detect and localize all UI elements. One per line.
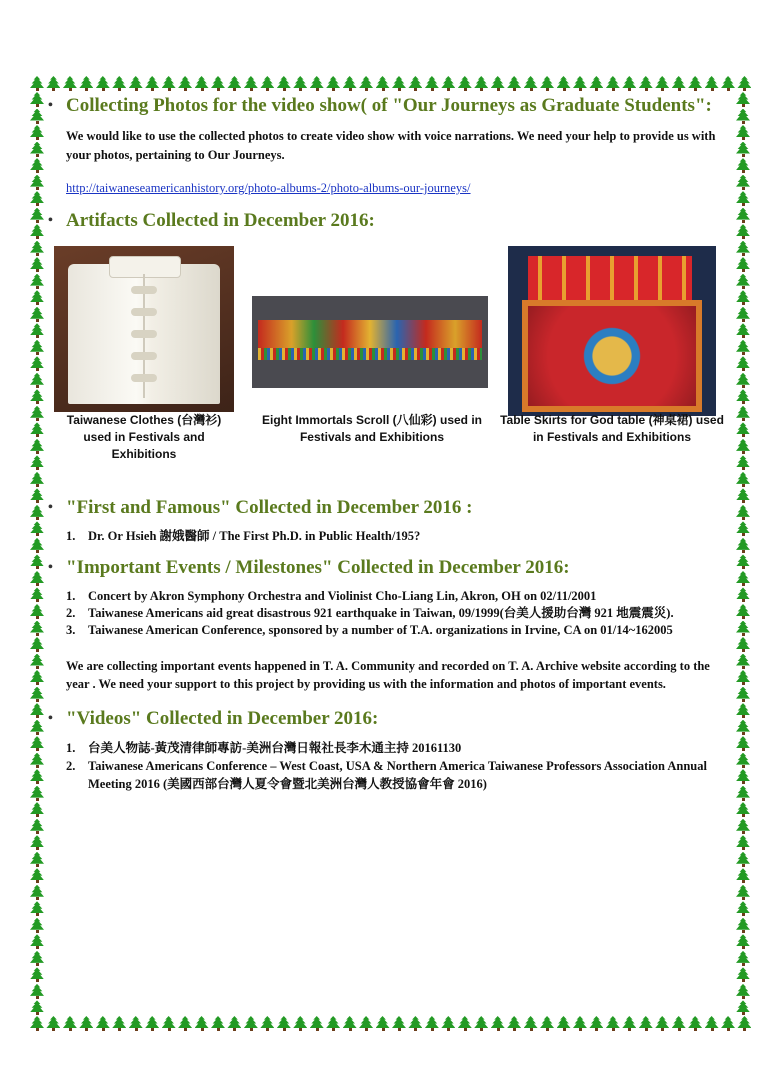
christmas-tree-icon: [211, 76, 225, 91]
christmas-tree-icon: [474, 76, 488, 91]
christmas-tree-icon: [30, 472, 44, 487]
christmas-tree-icon: [30, 488, 44, 503]
photo-albums-link[interactable]: http://taiwaneseamericanhistory.org/photo-albums-2/photo-albums-our-journeys/: [66, 181, 471, 195]
christmas-tree-icon: [736, 521, 750, 536]
list-item-text: Dr. Or Hsieh 謝娥醫師 / The First Ph.D. in Public Health/195?: [88, 529, 421, 543]
christmas-tree-icon: [30, 406, 44, 421]
section-heading: [48, 94, 718, 117]
christmas-tree-icon: [655, 76, 669, 91]
christmas-tree-icon: [736, 125, 750, 140]
christmas-tree-icon: [30, 934, 44, 949]
christmas-tree-icon: [736, 885, 750, 900]
section-body: We are collecting important events happened in T. A. Community and recorded on T. A. Archive website according to the year . We need your support to this project by providing us with the information and photos of important events.: [66, 659, 710, 691]
skirt-border: [522, 300, 702, 412]
christmas-tree-icon: [736, 687, 750, 702]
christmas-tree-icon: [112, 1016, 126, 1031]
christmas-tree-icon: [30, 587, 44, 602]
section-heading: [48, 707, 718, 730]
christmas-tree-icon: [736, 439, 750, 454]
christmas-tree-icon: [736, 422, 750, 437]
christmas-tree-icon: [129, 76, 143, 91]
christmas-tree-icon: [705, 1016, 719, 1031]
list-item-text: Taiwanese Americans aid great disastrous 921 earthquake in Taiwan, 09/1999(台美人援助台灣 921 地震震災).: [88, 606, 674, 620]
christmas-tree-icon: [96, 76, 110, 91]
christmas-tree-icon: [736, 621, 750, 636]
list-item: [66, 739, 718, 757]
christmas-tree-icon: [622, 76, 636, 91]
artifact-gallery: [48, 238, 724, 486]
bullet-icon: •: [48, 500, 53, 515]
christmas-tree-icon: [606, 76, 620, 91]
christmas-tree-icon: [178, 76, 192, 91]
christmas-tree-icon: [343, 1016, 357, 1031]
christmas-tree-icon: [540, 1016, 554, 1031]
christmas-tree-icon: [736, 175, 750, 190]
list-item: [66, 757, 718, 793]
eight-immortals-scroll-photo: [252, 296, 488, 388]
christmas-tree-icon: [458, 1016, 472, 1031]
bullet-icon: •: [48, 213, 53, 228]
shirt-collar: [109, 256, 181, 278]
section-heading-text: "Important Events / Milestones" Collected in December 2016:: [66, 557, 570, 578]
christmas-tree-icon: [30, 885, 44, 900]
christmas-tree-icon: [30, 786, 44, 801]
section-heading-text: Collecting Photos for the video show( of "Our Journeys as Graduate Students":: [66, 95, 712, 116]
christmas-tree-icon: [721, 76, 735, 91]
christmas-tree-icon: [30, 389, 44, 404]
christmas-tree-icon: [326, 76, 340, 91]
christmas-tree-icon: [30, 455, 44, 470]
list-item: [66, 622, 718, 639]
christmas-tree-icon: [425, 76, 439, 91]
christmas-tree-icon: [30, 208, 44, 223]
list-item-number: 3.: [66, 623, 76, 637]
christmas-tree-icon: [736, 323, 750, 338]
christmas-tree-icon: [736, 967, 750, 982]
christmas-tree-icon: [162, 1016, 176, 1031]
shirt-button: [131, 352, 157, 360]
christmas-tree-icon: [736, 307, 750, 322]
christmas-tree-icon: [129, 1016, 143, 1031]
christmas-tree-icon: [244, 76, 258, 91]
christmas-tree-icon: [705, 76, 719, 91]
christmas-tree-icon: [30, 373, 44, 388]
list-item-text: 台美人物誌-黃茂清律師專訪-美洲台灣日報社長李木通主持 20161130: [88, 741, 462, 755]
artifact-caption: Eight Immortals Scroll (八仙彩) used in Festivals and Exhibitions: [261, 413, 483, 444]
christmas-tree-icon: [30, 1016, 44, 1031]
list-item: [66, 528, 718, 545]
christmas-tree-icon: [30, 158, 44, 173]
christmas-tree-icon: [30, 538, 44, 553]
christmas-tree-icon: [30, 670, 44, 685]
christmas-tree-icon: [30, 802, 44, 817]
border-right: [736, 92, 752, 1016]
christmas-tree-icon: [30, 604, 44, 619]
scroll-band: [258, 320, 482, 348]
christmas-tree-icon: [359, 1016, 373, 1031]
christmas-tree-icon: [736, 753, 750, 768]
list-item-number: 1.: [66, 741, 76, 755]
christmas-tree-icon: [441, 1016, 455, 1031]
list-item: [66, 588, 718, 605]
christmas-tree-icon: [507, 76, 521, 91]
christmas-tree-icon: [293, 76, 307, 91]
section-events: [48, 556, 718, 693]
christmas-tree-icon: [736, 703, 750, 718]
christmas-tree-icon: [736, 191, 750, 206]
christmas-tree-icon: [736, 208, 750, 223]
section-heading: [48, 496, 718, 519]
christmas-tree-icon: [736, 290, 750, 305]
christmas-tree-icon: [211, 1016, 225, 1031]
christmas-tree-icon: [30, 356, 44, 371]
christmas-tree-icon: [639, 76, 653, 91]
list-item: [66, 605, 718, 622]
section-body: We would like to use the collected photos to create video show with voice narrations. We need your help to provide us with your photos, pertaining to Our Journeys.: [66, 129, 716, 162]
christmas-tree-icon: [46, 76, 60, 91]
christmas-tree-icon: [557, 76, 571, 91]
shirt-button: [131, 330, 157, 338]
border-bottom: [30, 1016, 752, 1032]
christmas-tree-icon: [30, 769, 44, 784]
section-heading: [48, 556, 718, 579]
christmas-tree-icon: [30, 257, 44, 272]
christmas-tree-icon: [310, 1016, 324, 1031]
christmas-tree-icon: [30, 951, 44, 966]
newsletter-content: [48, 92, 724, 793]
christmas-tree-icon: [244, 1016, 258, 1031]
christmas-tree-icon: [736, 1000, 750, 1015]
christmas-tree-icon: [736, 736, 750, 751]
christmas-tree-icon: [736, 505, 750, 520]
christmas-tree-icon: [260, 76, 274, 91]
christmas-tree-icon: [30, 241, 44, 256]
artifact-caption: Taiwanese Clothes (台灣衫) used in Festivals and Exhibitions: [66, 413, 222, 461]
christmas-tree-icon: [736, 109, 750, 124]
section-artifacts: [48, 209, 724, 486]
christmas-tree-icon: [736, 455, 750, 470]
christmas-tree-icon: [30, 274, 44, 289]
christmas-tree-icon: [79, 1016, 93, 1031]
christmas-tree-icon: [736, 571, 750, 586]
christmas-tree-icon: [524, 1016, 538, 1031]
christmas-tree-icon: [30, 109, 44, 124]
christmas-tree-icon: [736, 720, 750, 735]
christmas-tree-icon: [30, 918, 44, 933]
christmas-tree-icon: [736, 802, 750, 817]
scroll-fringe: [258, 348, 482, 360]
christmas-tree-icon: [30, 753, 44, 768]
christmas-tree-icon: [736, 852, 750, 867]
christmas-tree-icon: [507, 1016, 521, 1031]
christmas-tree-icon: [425, 1016, 439, 1031]
christmas-tree-icon: [573, 1016, 587, 1031]
christmas-tree-icon: [639, 1016, 653, 1031]
christmas-tree-icon: [30, 967, 44, 982]
section-videos: [48, 707, 718, 793]
christmas-tree-icon: [145, 76, 159, 91]
christmas-tree-icon: [30, 175, 44, 190]
christmas-tree-icon: [622, 1016, 636, 1031]
christmas-tree-icon: [736, 257, 750, 272]
christmas-tree-icon: [30, 703, 44, 718]
christmas-tree-icon: [672, 1016, 686, 1031]
christmas-tree-icon: [30, 901, 44, 916]
christmas-tree-icon: [359, 76, 373, 91]
christmas-tree-icon: [736, 934, 750, 949]
christmas-tree-icon: [736, 769, 750, 784]
christmas-tree-icon: [30, 868, 44, 883]
christmas-tree-icon: [688, 1016, 702, 1031]
christmas-tree-icon: [721, 1016, 735, 1031]
border-top: [30, 76, 752, 92]
christmas-tree-icon: [30, 323, 44, 338]
christmas-tree-icon: [227, 1016, 241, 1031]
list-item-text: Taiwanese Americans Conference – West Coast, USA & Northern America Taiwanese Professors Association Annual Meeting 2016 (美國西部台灣人夏令會暨北美洲台灣人教授協會年會 2016): [88, 759, 707, 791]
christmas-tree-icon: [736, 92, 750, 107]
christmas-tree-icon: [30, 819, 44, 834]
christmas-tree-icon: [737, 1016, 751, 1031]
christmas-tree-icon: [736, 901, 750, 916]
section-heading-text: "First and Famous" Collected in December 2016 :: [66, 497, 473, 518]
christmas-tree-icon: [30, 1000, 44, 1015]
shirt-button: [131, 374, 157, 382]
christmas-tree-icon: [736, 868, 750, 883]
christmas-tree-icon: [30, 687, 44, 702]
christmas-tree-icon: [145, 1016, 159, 1031]
christmas-tree-icon: [79, 76, 93, 91]
table-skirt-photo: [508, 246, 716, 416]
christmas-tree-icon: [30, 340, 44, 355]
christmas-tree-icon: [277, 76, 291, 91]
shirt-button: [131, 286, 157, 294]
christmas-tree-icon: [30, 654, 44, 669]
christmas-tree-icon: [736, 241, 750, 256]
bullet-icon: •: [48, 711, 53, 726]
christmas-tree-icon: [326, 1016, 340, 1031]
christmas-tree-icon: [30, 554, 44, 569]
christmas-tree-icon: [736, 637, 750, 652]
christmas-tree-icon: [736, 984, 750, 999]
christmas-tree-icon: [736, 786, 750, 801]
christmas-tree-icon: [63, 1016, 77, 1031]
christmas-tree-icon: [573, 76, 587, 91]
christmas-tree-icon: [736, 951, 750, 966]
list-item-number: 1.: [66, 529, 76, 543]
christmas-tree-icon: [30, 76, 44, 91]
section-heading-text: "Videos" Collected in December 2016:: [66, 708, 379, 729]
christmas-tree-icon: [736, 340, 750, 355]
christmas-tree-icon: [392, 76, 406, 91]
videos-list: [48, 739, 718, 793]
christmas-tree-icon: [736, 918, 750, 933]
section-heading-text: Artifacts Collected in December 2016:: [66, 210, 375, 231]
christmas-tree-icon: [30, 191, 44, 206]
christmas-tree-icon: [491, 76, 505, 91]
christmas-tree-icon: [30, 290, 44, 305]
christmas-tree-icon: [736, 158, 750, 173]
christmas-tree-icon: [736, 654, 750, 669]
christmas-tree-icon: [162, 76, 176, 91]
christmas-tree-icon: [30, 621, 44, 636]
christmas-tree-icon: [30, 92, 44, 107]
christmas-tree-icon: [491, 1016, 505, 1031]
christmas-tree-icon: [30, 835, 44, 850]
section-heading: [48, 209, 718, 232]
christmas-tree-icon: [260, 1016, 274, 1031]
bullet-icon: •: [48, 98, 53, 113]
christmas-tree-icon: [343, 76, 357, 91]
christmas-tree-icon: [736, 604, 750, 619]
christmas-tree-icon: [277, 1016, 291, 1031]
christmas-tree-icon: [63, 76, 77, 91]
christmas-tree-icon: [655, 1016, 669, 1031]
list-item-text: Taiwanese American Conference, sponsored by a number of T.A. organizations in Irvine, CA on 01/14~162005: [88, 623, 673, 637]
skirt-top-panel: [528, 256, 692, 300]
christmas-tree-icon: [736, 670, 750, 685]
christmas-tree-icon: [195, 1016, 209, 1031]
christmas-tree-icon: [30, 422, 44, 437]
christmas-tree-icon: [736, 389, 750, 404]
christmas-tree-icon: [376, 76, 390, 91]
christmas-tree-icon: [736, 274, 750, 289]
christmas-tree-icon: [736, 488, 750, 503]
christmas-tree-icon: [178, 1016, 192, 1031]
christmas-tree-icon: [310, 76, 324, 91]
shirt-button: [131, 308, 157, 316]
christmas-tree-icon: [736, 472, 750, 487]
christmas-tree-icon: [30, 720, 44, 735]
christmas-tree-icon: [46, 1016, 60, 1031]
border-left: [30, 92, 46, 1016]
christmas-tree-icon: [112, 76, 126, 91]
christmas-tree-icon: [736, 406, 750, 421]
christmas-tree-icon: [540, 76, 554, 91]
christmas-tree-icon: [30, 521, 44, 536]
christmas-tree-icon: [589, 76, 603, 91]
christmas-tree-icon: [30, 736, 44, 751]
christmas-tree-icon: [589, 1016, 603, 1031]
christmas-tree-icon: [736, 373, 750, 388]
christmas-tree-icon: [30, 224, 44, 239]
section-first-famous: [48, 496, 718, 545]
christmas-tree-icon: [557, 1016, 571, 1031]
christmas-tree-icon: [30, 505, 44, 520]
christmas-tree-icon: [736, 835, 750, 850]
christmas-tree-icon: [736, 554, 750, 569]
artifact-caption: Table Skirts for God table (神桌裙) used in Festivals and Exhibitions: [500, 413, 724, 444]
christmas-tree-icon: [474, 1016, 488, 1031]
christmas-tree-icon: [376, 1016, 390, 1031]
christmas-tree-icon: [392, 1016, 406, 1031]
christmas-tree-icon: [195, 76, 209, 91]
christmas-tree-icon: [441, 76, 455, 91]
christmas-tree-icon: [30, 637, 44, 652]
christmas-tree-icon: [736, 224, 750, 239]
christmas-tree-icon: [408, 76, 422, 91]
christmas-tree-icon: [736, 356, 750, 371]
christmas-tree-icon: [736, 819, 750, 834]
christmas-tree-icon: [30, 307, 44, 322]
christmas-tree-icon: [737, 76, 751, 91]
list-item-number: 1.: [66, 589, 76, 603]
list-item-number: 2.: [66, 606, 76, 620]
events-list: [48, 588, 718, 639]
list-item-text: Concert by Akron Symphony Orchestra and Violinist Cho-Liang Lin, Akron, OH on 02/11/2001: [88, 589, 597, 603]
christmas-tree-icon: [30, 852, 44, 867]
christmas-tree-icon: [30, 571, 44, 586]
christmas-tree-icon: [227, 76, 241, 91]
christmas-tree-icon: [30, 984, 44, 999]
christmas-tree-icon: [688, 76, 702, 91]
taiwanese-clothes-photo: [54, 246, 234, 412]
christmas-tree-icon: [30, 439, 44, 454]
christmas-tree-icon: [30, 125, 44, 140]
christmas-tree-icon: [458, 76, 472, 91]
christmas-tree-icon: [293, 1016, 307, 1031]
christmas-tree-icon: [736, 538, 750, 553]
section-photos: [48, 94, 718, 198]
christmas-tree-icon: [606, 1016, 620, 1031]
christmas-tree-icon: [736, 587, 750, 602]
first-famous-list: [48, 528, 718, 545]
christmas-tree-icon: [672, 76, 686, 91]
christmas-tree-icon: [408, 1016, 422, 1031]
list-item-number: 2.: [66, 759, 76, 773]
christmas-tree-icon: [524, 76, 538, 91]
christmas-tree-icon: [30, 142, 44, 157]
christmas-tree-icon: [736, 142, 750, 157]
bullet-icon: •: [48, 560, 53, 575]
christmas-tree-icon: [96, 1016, 110, 1031]
